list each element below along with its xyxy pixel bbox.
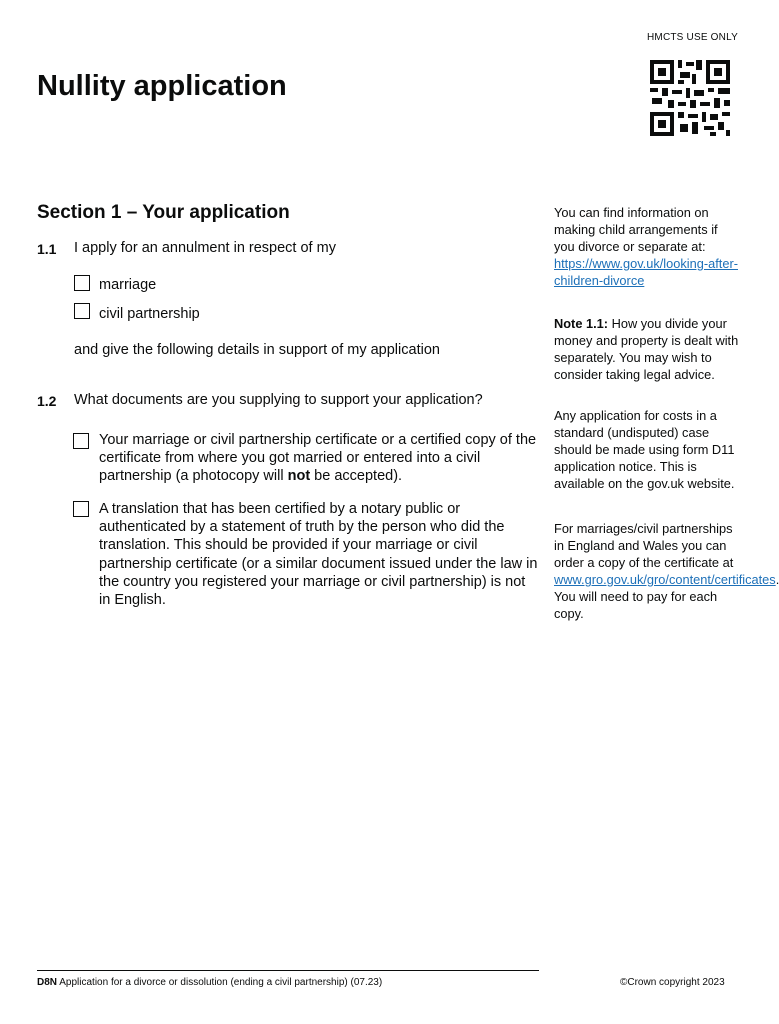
- civil-partnership-checkbox[interactable]: [74, 303, 90, 319]
- question-1-2-text: What documents are you supplying to support your application?: [74, 392, 483, 408]
- translation-checkbox[interactable]: [73, 501, 89, 517]
- certificate-option-text: Your marriage or civil partnership certificate or a certified copy of the certificate from where you got married or entered into a civil partnership (a photocopy will not be accepted).: [99, 432, 537, 485]
- question-number-1-1: 1.1: [37, 241, 57, 257]
- marriage-checkbox[interactable]: [74, 275, 90, 291]
- form-reference: D8N Application for a divorce or dissolution (ending a civil partnership) (07.23): [37, 977, 383, 988]
- gro-certificates-link[interactable]: www.gro.gov.uk/gro/content/certificates: [554, 572, 776, 587]
- question-1-1-followup: and give the following details in support of my application: [74, 342, 440, 358]
- child-arrangements-link[interactable]: https://www.gov.uk/looking-after-children-divorce: [554, 256, 738, 288]
- question-1-1-text: I apply for an annulment in respect of my: [74, 240, 336, 256]
- marriage-option-label: marriage: [99, 277, 157, 293]
- translation-option-text: A translation that has been certified by a notary public or authenticated by a statement of truth by the person who did the translation. This should be provided if your marriage or civil partnership certificate (or a similar document issued under the law in the country you registered your marriage or civil partnership) is not in English.: [99, 501, 538, 609]
- sidebar-child-arrangements: You can find information on making child arrangements if you divorce or separate at: https://www.gov.uk/looking-after-children-divorce: [554, 205, 738, 288]
- sidebar-note-1-1: Note 1.1: How you divide your money and property is dealt with separately. You may wish to consider taking legal advice.: [554, 316, 739, 382]
- sidebar-certificate-order: For marriages/civil partnerships in England and Wales you can order a copy of the certificate at www.gro.gov.uk/gro/content/certificates. You will need to pay for each copy.: [554, 521, 779, 621]
- copyright-notice: ©Crown copyright 2023: [620, 977, 725, 988]
- civil-partnership-option-label: civil partnership: [99, 306, 200, 322]
- sidebar-costs: Any application for costs in a standard (undisputed) case should be made using form D11 application notice. This is available on the gov.uk website.: [554, 408, 735, 491]
- question-number-1-2: 1.2: [37, 393, 57, 409]
- office-use-label: HMCTS USE ONLY: [647, 32, 738, 43]
- section-heading: Section 1 – Your application: [37, 202, 290, 223]
- certificate-checkbox[interactable]: [73, 433, 89, 449]
- page-title: Nullity application: [37, 70, 287, 102]
- qr-code: [648, 58, 734, 138]
- footer-divider: [37, 970, 539, 971]
